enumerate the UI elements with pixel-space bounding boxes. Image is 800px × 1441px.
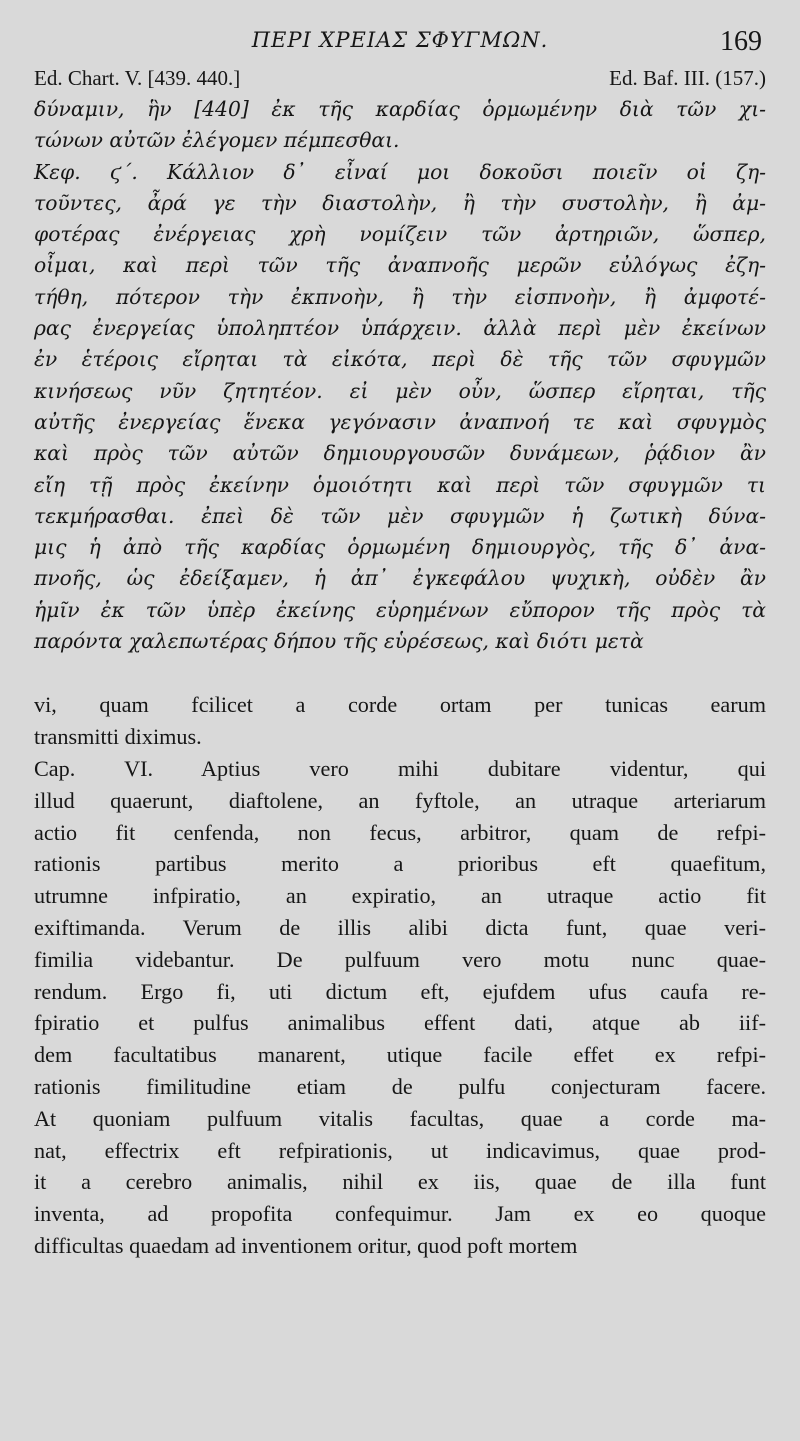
latin-text-line: actio fit cenfenda, non fecus, arbitror, quam de refpi-: [34, 819, 766, 845]
greek-text-line: αὐτῆς ἐνεργείας ἕνεκα γεγόνασιν ἀναπνοή τε καὶ σφυγμὸς: [34, 409, 766, 434]
latin-text-line: dem facultatibus manarent, utique facile effet ex refpi-: [34, 1042, 766, 1068]
greek-text-line: μις ἡ ἀπὸ τῆς καρδίας ὁρμωμένη δημιουργὸς, τῆς δ᾽ ἀνα-: [34, 535, 766, 560]
latin-text-line: it a cerebro animalis, nihil ex iis, quae de illa funt: [34, 1169, 766, 1195]
greek-text-line: ἡμῖν ἐκ τῶν ὑπὲρ ἐκείνης εὑρημένων εὔπορον τῆς πρὸς τὰ: [34, 597, 766, 622]
running-title: ΠΕΡΙ ΧΡΕΙΑΣ ΣΦΥΓΜΩΝ.: [251, 28, 549, 52]
greek-text-line: τώνων αὐτῶν ἐλέγομεν πέμπεσθαι.: [34, 128, 400, 153]
latin-text-line: fimilia videbantur. De pulfuum vero motu nunc quae-: [34, 946, 766, 972]
latin-text-line: difficultas quaedam ad inventionem oritur, quod poft mortem: [34, 1232, 578, 1258]
greek-text-line: ἐν ἑτέροις εἴρηται τὰ εἰκότα, περὶ δὲ τῆς τῶν σφυγμῶν: [34, 347, 766, 372]
greek-text-line: παρόντα χαλεπωτέρας δήπου τῆς εὑρέσεως, καὶ διότι μετὰ: [34, 629, 644, 654]
greek-text-line: δύναμιν, ἣν [440] ἐκ τῆς καρδίας ὁρμωμένην διὰ τῶν χι-: [34, 97, 766, 121]
latin-text-line: At quoniam pulfuum vitalis facultas, quae a corde ma-: [34, 1105, 766, 1131]
greek-text-line: τεκμήρασθαι. ἐπεὶ δὲ τῶν μὲν σφυγμῶν ἡ ζωτικὴ δύνα-: [34, 503, 766, 528]
latin-text-line: inventa, ad propofita confequimur. Jam ex eo quoque: [34, 1201, 766, 1227]
edition-reference-left: Ed. Chart. V. [439. 440.]: [34, 66, 241, 90]
latin-text-line: transmitti diximus.: [34, 724, 202, 750]
page-number: 169: [720, 26, 762, 57]
greek-text-line: οἶμαι, καὶ περὶ τῶν τῆς ἀναπνοῆς μερῶν εὐλόγως ἐζη-: [34, 253, 766, 278]
greek-text-line: Κεφ. ϛ΄. Κάλλιον δ᾽ εἶναί μοι δοκοῦσι ποιεῖν οἱ ζη-: [34, 159, 766, 184]
edition-line: [34, 66, 766, 94]
latin-text-line: rationis fimilitudine etiam de pulfu conjecturam facere.: [34, 1073, 766, 1099]
latin-translation-block: [34, 689, 766, 1261]
latin-text-line: Cap. VI. Aptius vero mihi dubitare videntur, qui: [34, 755, 766, 781]
latin-text-line: nat, effectrix eft refpirationis, ut indicavimus, quae prod-: [34, 1137, 766, 1163]
latin-text-line: exiftimanda. Verum de illis alibi dicta funt, quae veri-: [34, 914, 766, 940]
latin-text-line: illud quaerunt, diaftolene, an fyftole, an utraque arteriarum: [34, 787, 766, 813]
latin-text-line: utrumne infpiratio, an expiratio, an utraque actio fit: [34, 883, 766, 909]
greek-text-line: ρας ἐνεργείας ὑποληπτέον ὑπάρχειν. ἀλλὰ περὶ μὲν ἐκείνων: [34, 316, 766, 341]
edition-reference-right: Ed. Baf. III. (157.): [609, 66, 766, 90]
greek-text-line: τοῦντες, ἆρά γε τὴν διαστολὴν, ἢ τὴν συστολὴν, ἢ ἀμ-: [34, 190, 766, 215]
running-head: [34, 22, 766, 62]
greek-text-line: τήθη, πότερον τὴν ἐκπνοὴν, ἢ τὴν εἰσπνοὴν, ἢ ἀμφοτέ-: [34, 284, 766, 309]
greek-text-line: πνοῆς, ὡς ἐδείξαμεν, ἡ ἀπ᾽ ἐγκεφάλου ψυχικὴ, οὐδὲν ἂν: [34, 566, 766, 591]
greek-text-line: καὶ πρὸς τῶν αὐτῶν δημιουργουσῶν δυνάμεων, ῥᾴδιον ἂν: [34, 441, 766, 466]
section-gap: [34, 657, 766, 689]
latin-text-line: rendum. Ergo fi, uti dictum eft, ejufdem ufus caufa re-: [34, 978, 766, 1004]
greek-text-block: [34, 94, 766, 657]
latin-text-line: vi, quam fcilicet a corde ortam per tunicas earum: [34, 692, 766, 718]
greek-text-line: κινήσεως νῦν ζητητέον. εἰ μὲν οὖν, ὥσπερ εἴρηται, τῆς: [34, 378, 766, 403]
greek-text-line: φοτέρας ἐνέργειας χρὴ νομίζειν τῶν ἀρτηριῶν, ὥσπερ,: [34, 222, 766, 247]
greek-text-line: εἴη τῇ πρὸς ἐκείνην ὁμοιότητι καὶ περὶ τῶν σφυγμῶν τι: [34, 472, 766, 497]
latin-text-line: fpiratio et pulfus animalibus effent dati, atque ab iif-: [34, 1010, 766, 1036]
latin-text-line: rationis partibus merito a prioribus eft quaefitum,: [34, 851, 766, 877]
